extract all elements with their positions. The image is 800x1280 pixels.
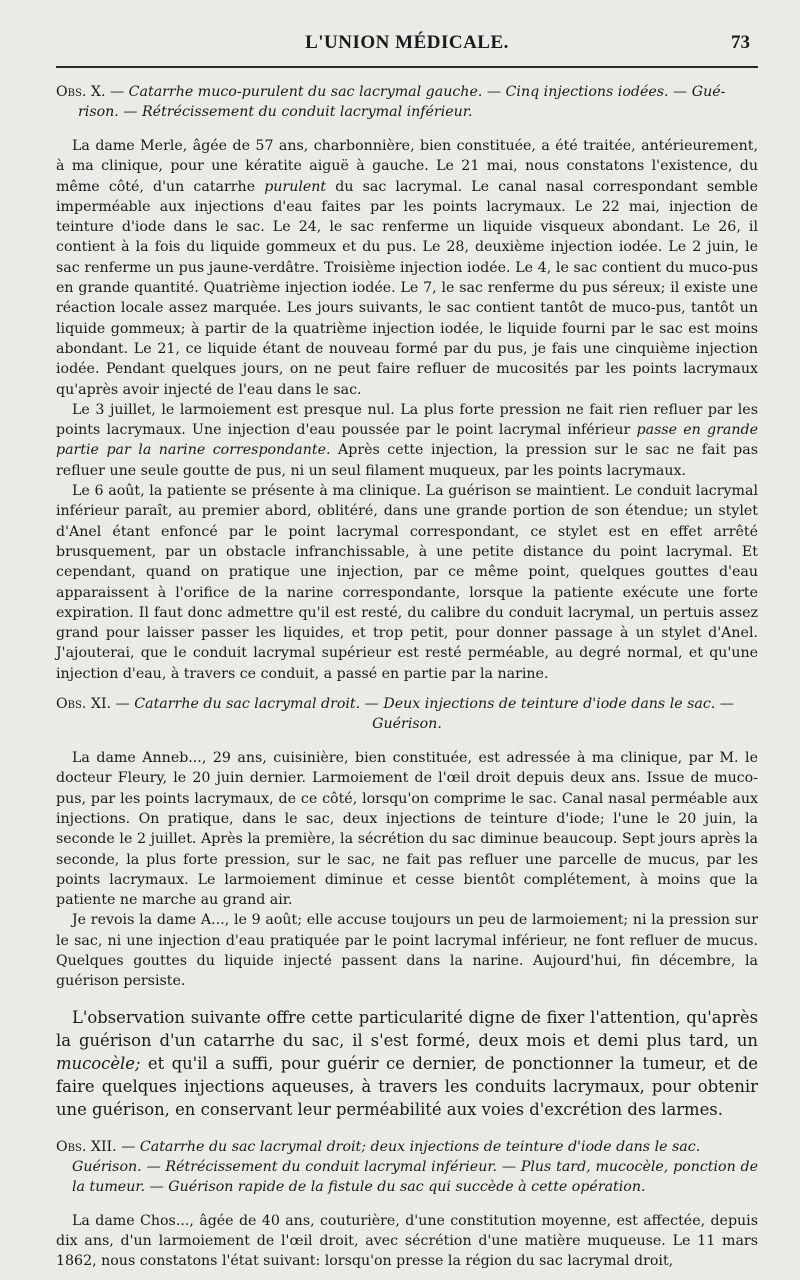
page-header (56, 30, 758, 56)
page-number: 73 (731, 32, 750, 53)
header-rule (56, 66, 758, 68)
obs-10-paragraph-3: Le 6 août, la patiente se présente à ma clinique. La guérison se maintient. Le conduit lacrymal inférieur paraît, au premier abord, oblitéré, dans une grande portion de son étendue; un stylet d'Anel étant enfoncé par le point lacrymal correspondant, ce stylet est en effet arrêté brusquement, par un obstacle infranchissable, à une petite distance du point lacrymal. Et cependant, quand on pratique une injection, par ce même point, quelques gouttes d'eau apparaissent à l'orifice de la narine correspondante, lorsque la patiente exécute une forte expiration. Il faut donc admettre qu'il est resté, du calibre du conduit lacrymal, un pertuis assez grand pour laisser passer les liquides, et trop petit, pour donner passage à un stylet d'Anel. J'ajouterai, que le conduit lacrymal supérieur est resté perméable, au degré normal, et qu'une injection d'eau, à travers ce conduit, a passé en partie par la narine. (56, 483, 758, 682)
obs-11-paragraph-2: Je revois la dame A..., le 9 août; elle accuse toujours un peu de larmoiement; ni la pression sur le sac, ni une injection d'eau pratiquée par le point lacrymal inférieur, ne font refluer de mucus. Quelques gouttes du liquide injecté passent dans la narine. Aujourd'hui, fin décembre, la guérison persiste. (56, 912, 758, 990)
obs-12-title: — Catarrhe du sac lacrymal droit; deux injections de teinture d'iode dans le sac. (121, 1138, 701, 1155)
obs-11-paragraph-1: La dame Anneb..., 29 ans, cuisinière, bien constituée, est adressée à ma clinique, par M. le docteur Fleury, le 20 juin dernier. Larmoiement de l'œil droit depuis deux ans. Issue de muco-pus, par les points lacrymaux, de ce côté, lorsqu'on comprime le sac. Canal nasal perméable aux injections. On pratique, dans le sac, deux injections de teinture d'iode; l'une le 20 juin, la seconde le 2 juillet. Après la première, la sécrétion du sac diminue beaucoup. Sept jours après la seconde, la plus forte pression, sur le sac, ne fait pas refluer une parcelle de mucus, par les points lacrymaux. Le larmoiement diminue et cesse bientôt complétement, à moins que la patiente ne marche au grand air. (56, 750, 758, 909)
obs-10-label: Obs. X. (56, 84, 106, 100)
obs-12-label: Obs. XII. (56, 1138, 117, 1155)
obs-11-label: Obs. XI. (56, 696, 112, 713)
obs-10-paragraph-1: La dame Merle, âgée de 57 ans, charbonnière, bien constituée, a été traitée, antérieurement, à ma clinique, pour une kératite aiguë à gauche. Le 21 mai, nous constatons l'existence, du même côté, d'un catarrhe purulent du sac lacrymal. Le canal nasal correspondant semble imperméable aux injections d'eau faites par les points lacrymaux. Le 22 mai, injection de teinture d'iode dans le sac. Le 24, le sac renferme un liquide visqueux abondant. Le 26, il contient à la fois du liquide gommeux et du pus. Le 28, deuxième injection iodée. Le 2 juin, le sac renferme un pus jaune-verdâtre. Troisième injection iodée. Le 4, le sac contient du muco-pus en grande quantité. Quatrième injection iodée. Le 7, le sac renferme du pus séreux; il existe une réaction locale assez marquée. Les jours suivants, le sac contient tantôt de muco-pus, tantôt un liquide gommeux; à partir de la quatrième injection iodée, le liquide fourni par le sac est moins abondant. Le 21, ce liquide étant de nouveau formé par du pus, je fais une cinquième injection iodée. Pendant quelques jours, on ne peut faire refluer de mucosités par les points lacrymaux qu'après avoir injecté de l'eau dans le sac. (56, 138, 758, 398)
obs-10-paragraph-2: Le 3 juillet, le larmoiement est presque nul. La plus forte pression ne fait rien refluer par les points lacrymaux. Une injection d'eau poussée par le point lacrymal inférieur passe en grande partie par la narine correspondante. Après cette injection, la pression sur le sac ne fait pas refluer une seule goutte de pus, ni un seul filament muqueux, par les points lacrymaux. (56, 401, 758, 479)
running-title: L'UNION MÉDICALE. (305, 32, 509, 53)
obs-12-title-cont: Guérison. — Rétrécissement du conduit lacrymal inférieur. — Plus tard, mucocèle, ponction de la tumeur. — Guérison rapide de la fistule du sac qui succède à cette opération. (72, 1158, 758, 1195)
obs-10-title-cont: rison. — Rétrécissement du conduit lacrymal inférieur. (78, 104, 473, 120)
obs-11-title-cont: Guérison. (372, 716, 442, 733)
obs-11-title: — Catarrhe du sac lacrymal droit. — Deux injections de teinture d'iode dans le sac. — (115, 696, 735, 713)
intro-paragraph: L'observation suivante offre cette particularité digne de fixer l'attention, qu'après la guérison d'un catarrhe du sac, il s'est formé, deux mois et demi plus tard, un mucocèle; et qu'il a suffi, pour guérir ce dernier, de ponctionner la tumeur, et de faire quelques injections aqueuses, à travers les conduits lacrymaux, pour obtenir une guérison, en conservant leur perméabilité aux voies d'excrétion des larmes. (56, 1007, 758, 1119)
obs-12-heading (56, 1137, 758, 1197)
obs-10-title: — Catarrhe muco-purulent du sac lacrymal gauche. — Cinq injections iodées. — Gué- (109, 84, 726, 100)
obs-10-heading (56, 82, 758, 122)
obs-11-heading (56, 694, 758, 734)
obs-12-paragraph-1: La dame Chos..., âgée de 40 ans, couturière, d'une constitution moyenne, est affectée, depuis dix ans, d'un larmoiement de l'œil droit, avec sécrétion d'une matière muqueuse. Le 11 mars 1862, nous constatons l'état suivant: lorsqu'on presse la région du sac lacrymal droit, (56, 1212, 758, 1270)
